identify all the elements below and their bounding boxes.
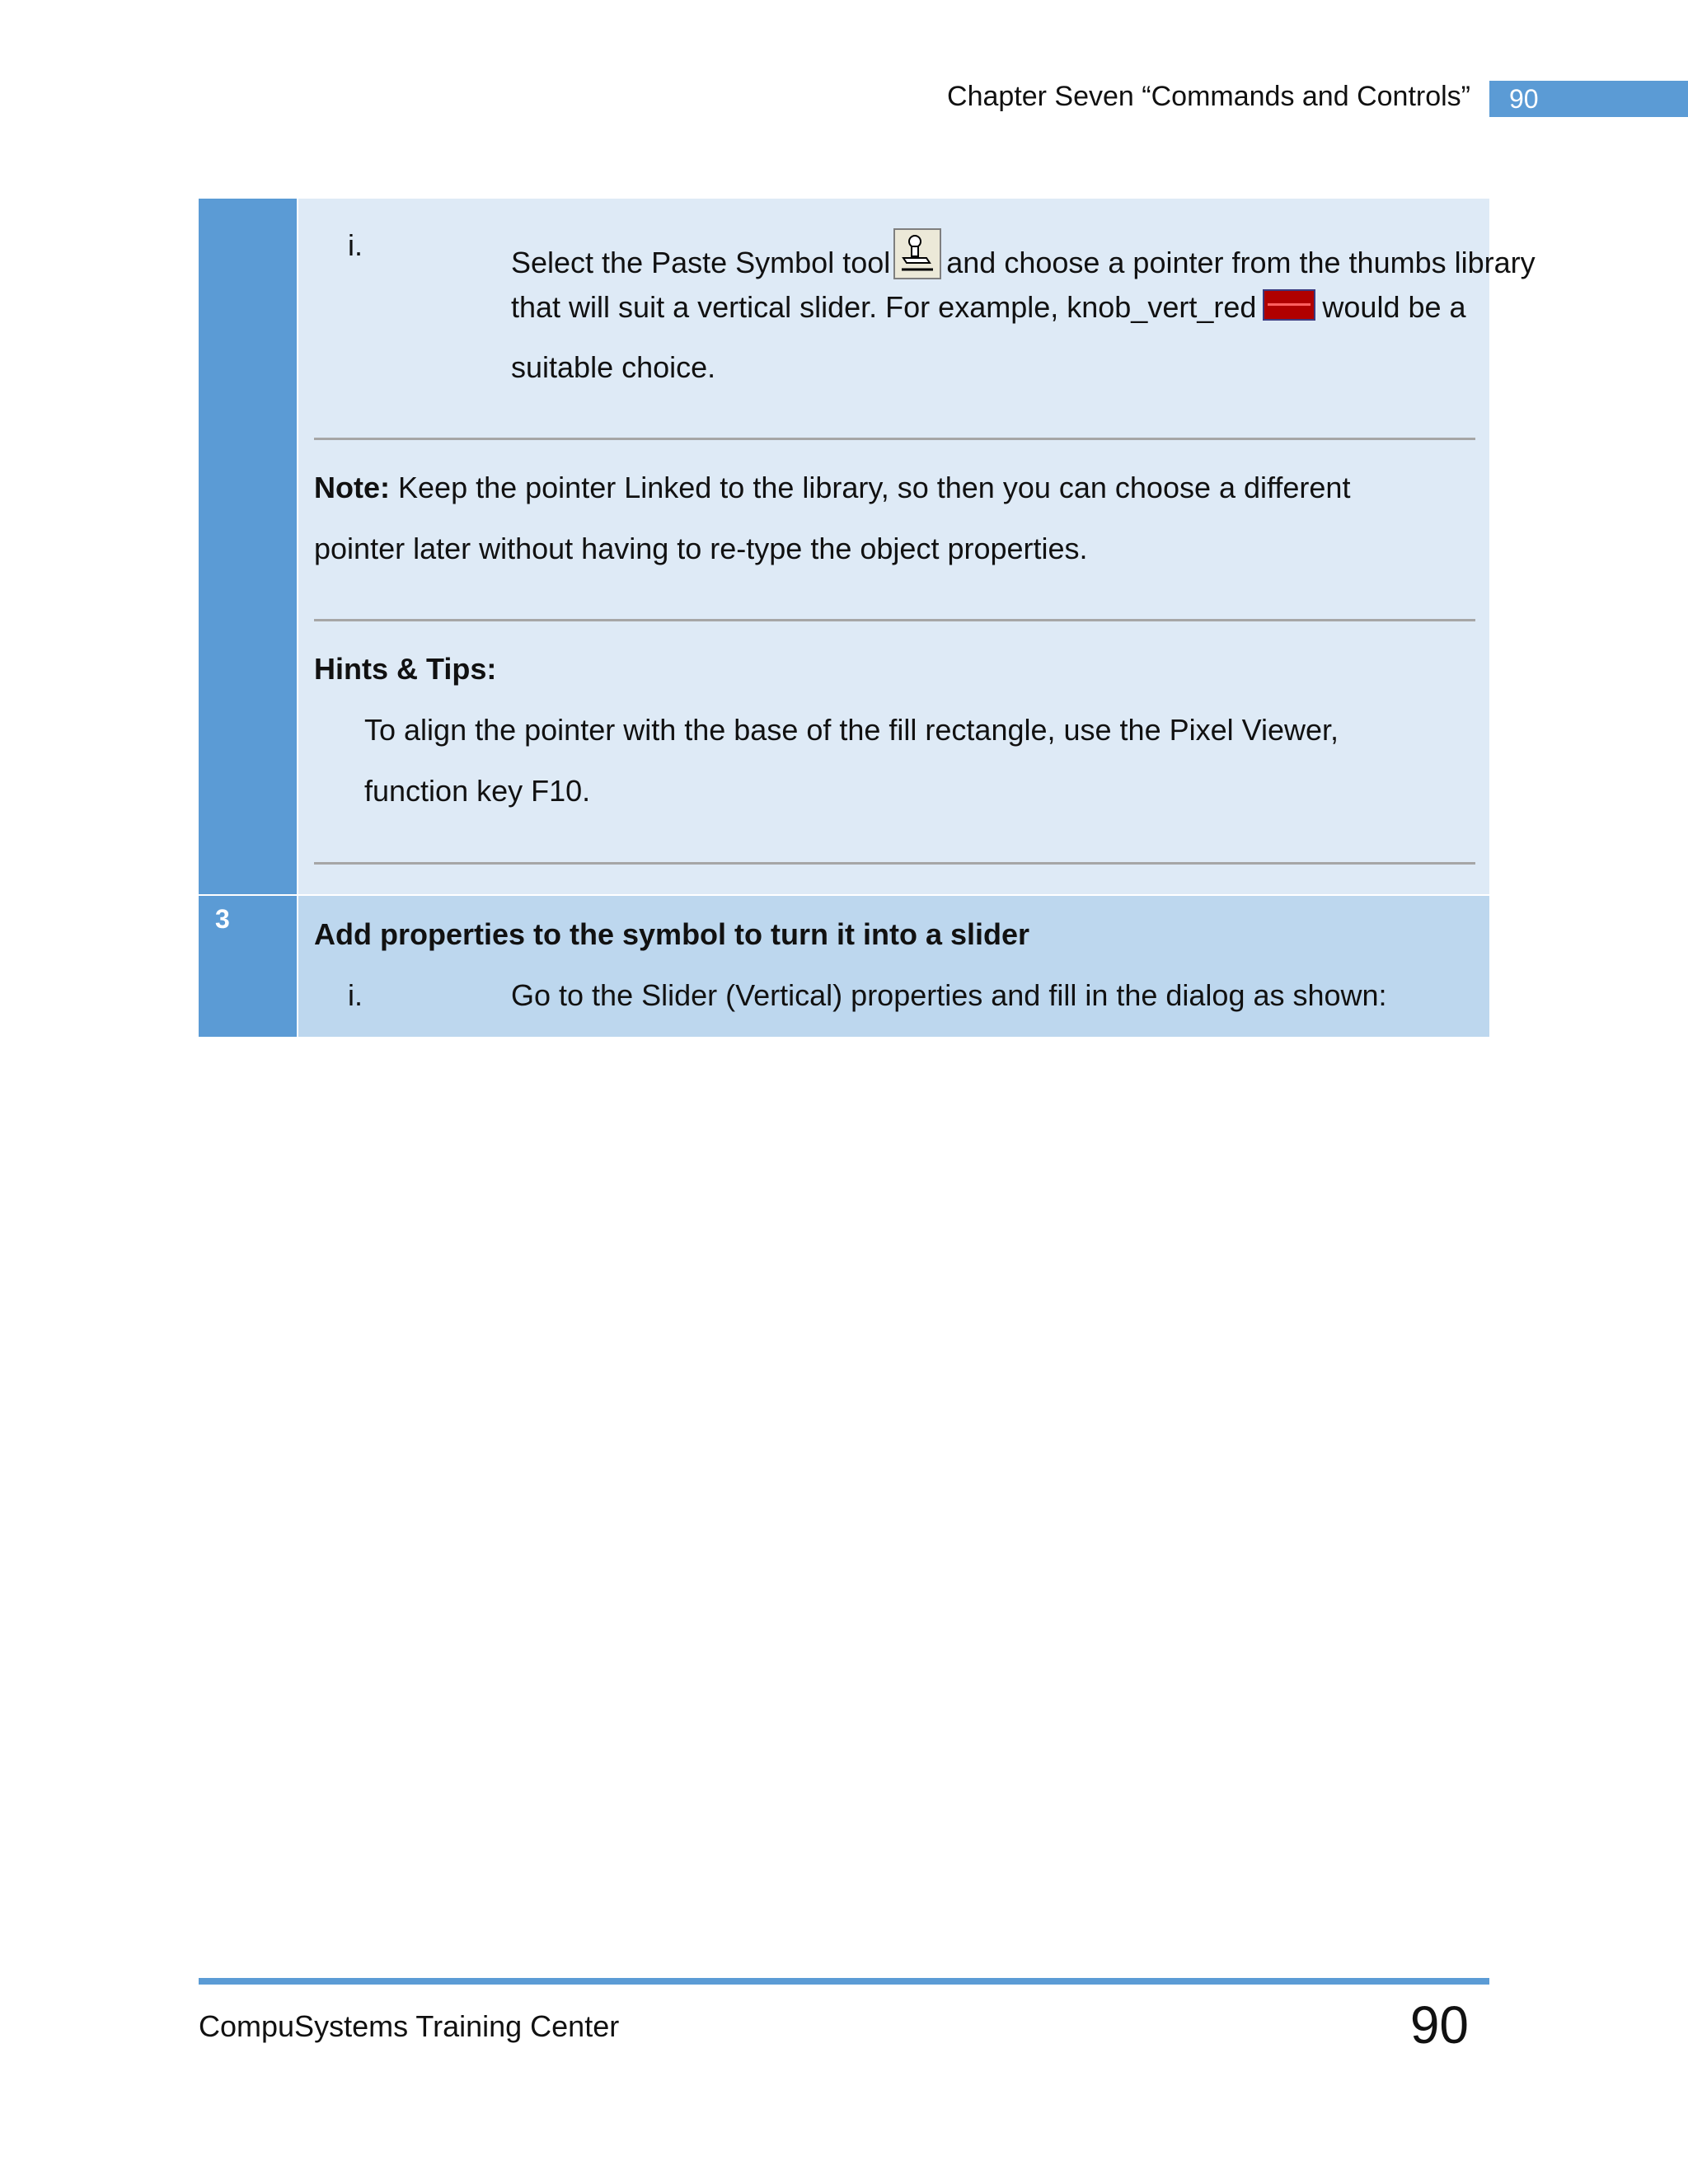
- step-content-cell: [298, 896, 1489, 1037]
- note-label: Note:: [314, 471, 390, 504]
- item-line-2: [511, 289, 1466, 325]
- item-line-2-start: that will suit a vertical slider. For example, knob_vert_red: [511, 290, 1257, 324]
- step-content-cell: [298, 199, 1536, 894]
- note-line-2: pointer later without having to re-type the object properties.: [314, 532, 1088, 565]
- divider: [314, 619, 1475, 621]
- item-line-2-end: would be a: [1322, 290, 1466, 324]
- hints-label: Hints & Tips:: [314, 652, 497, 686]
- list-marker: i.: [348, 978, 363, 1012]
- step-number-cell: [199, 199, 298, 894]
- step-number-cell: [199, 896, 298, 1037]
- table-row: [199, 894, 1489, 1037]
- item-line-3: suitable choice.: [511, 350, 716, 384]
- footer-rule: [199, 1978, 1489, 1985]
- divider: [314, 438, 1475, 440]
- step-item-text: Go to the Slider (Vertical) properties and fill in the dialog as shown:: [511, 978, 1387, 1012]
- item-line-1-end: and choose a pointer from the thumbs library: [946, 246, 1536, 279]
- list-marker: i.: [348, 228, 363, 262]
- header-page-box: [1489, 81, 1688, 117]
- header-page-number: 90: [1509, 84, 1539, 114]
- header-chapter-title: Chapter Seven “Commands and Controls”: [947, 81, 1470, 112]
- footer-page-number: 90: [1409, 1995, 1469, 2055]
- hints-line-1: To align the pointer with the base of the fill rectangle, use the Pixel Viewer,: [364, 713, 1339, 747]
- steps-table: [199, 199, 1536, 1037]
- divider: [314, 862, 1475, 865]
- step-number: 3: [215, 904, 230, 934]
- table-row: [199, 199, 1536, 894]
- paste-symbol-tool-icon: [893, 228, 941, 279]
- item-line-1: [511, 228, 1536, 280]
- hints-line-2: function key F10.: [364, 774, 591, 808]
- step-title: Add properties to the symbol to turn it into a slider: [314, 917, 1030, 951]
- item-line-1-start: Select the Paste Symbol tool: [511, 246, 891, 279]
- footer-organization: CompuSystems Training Center: [199, 2009, 620, 2043]
- knob-vert-red-icon: [1263, 289, 1315, 321]
- note-line-1: [314, 471, 1350, 505]
- note-text: Keep the pointer Linked to the library, so then you can choose a different: [398, 471, 1351, 504]
